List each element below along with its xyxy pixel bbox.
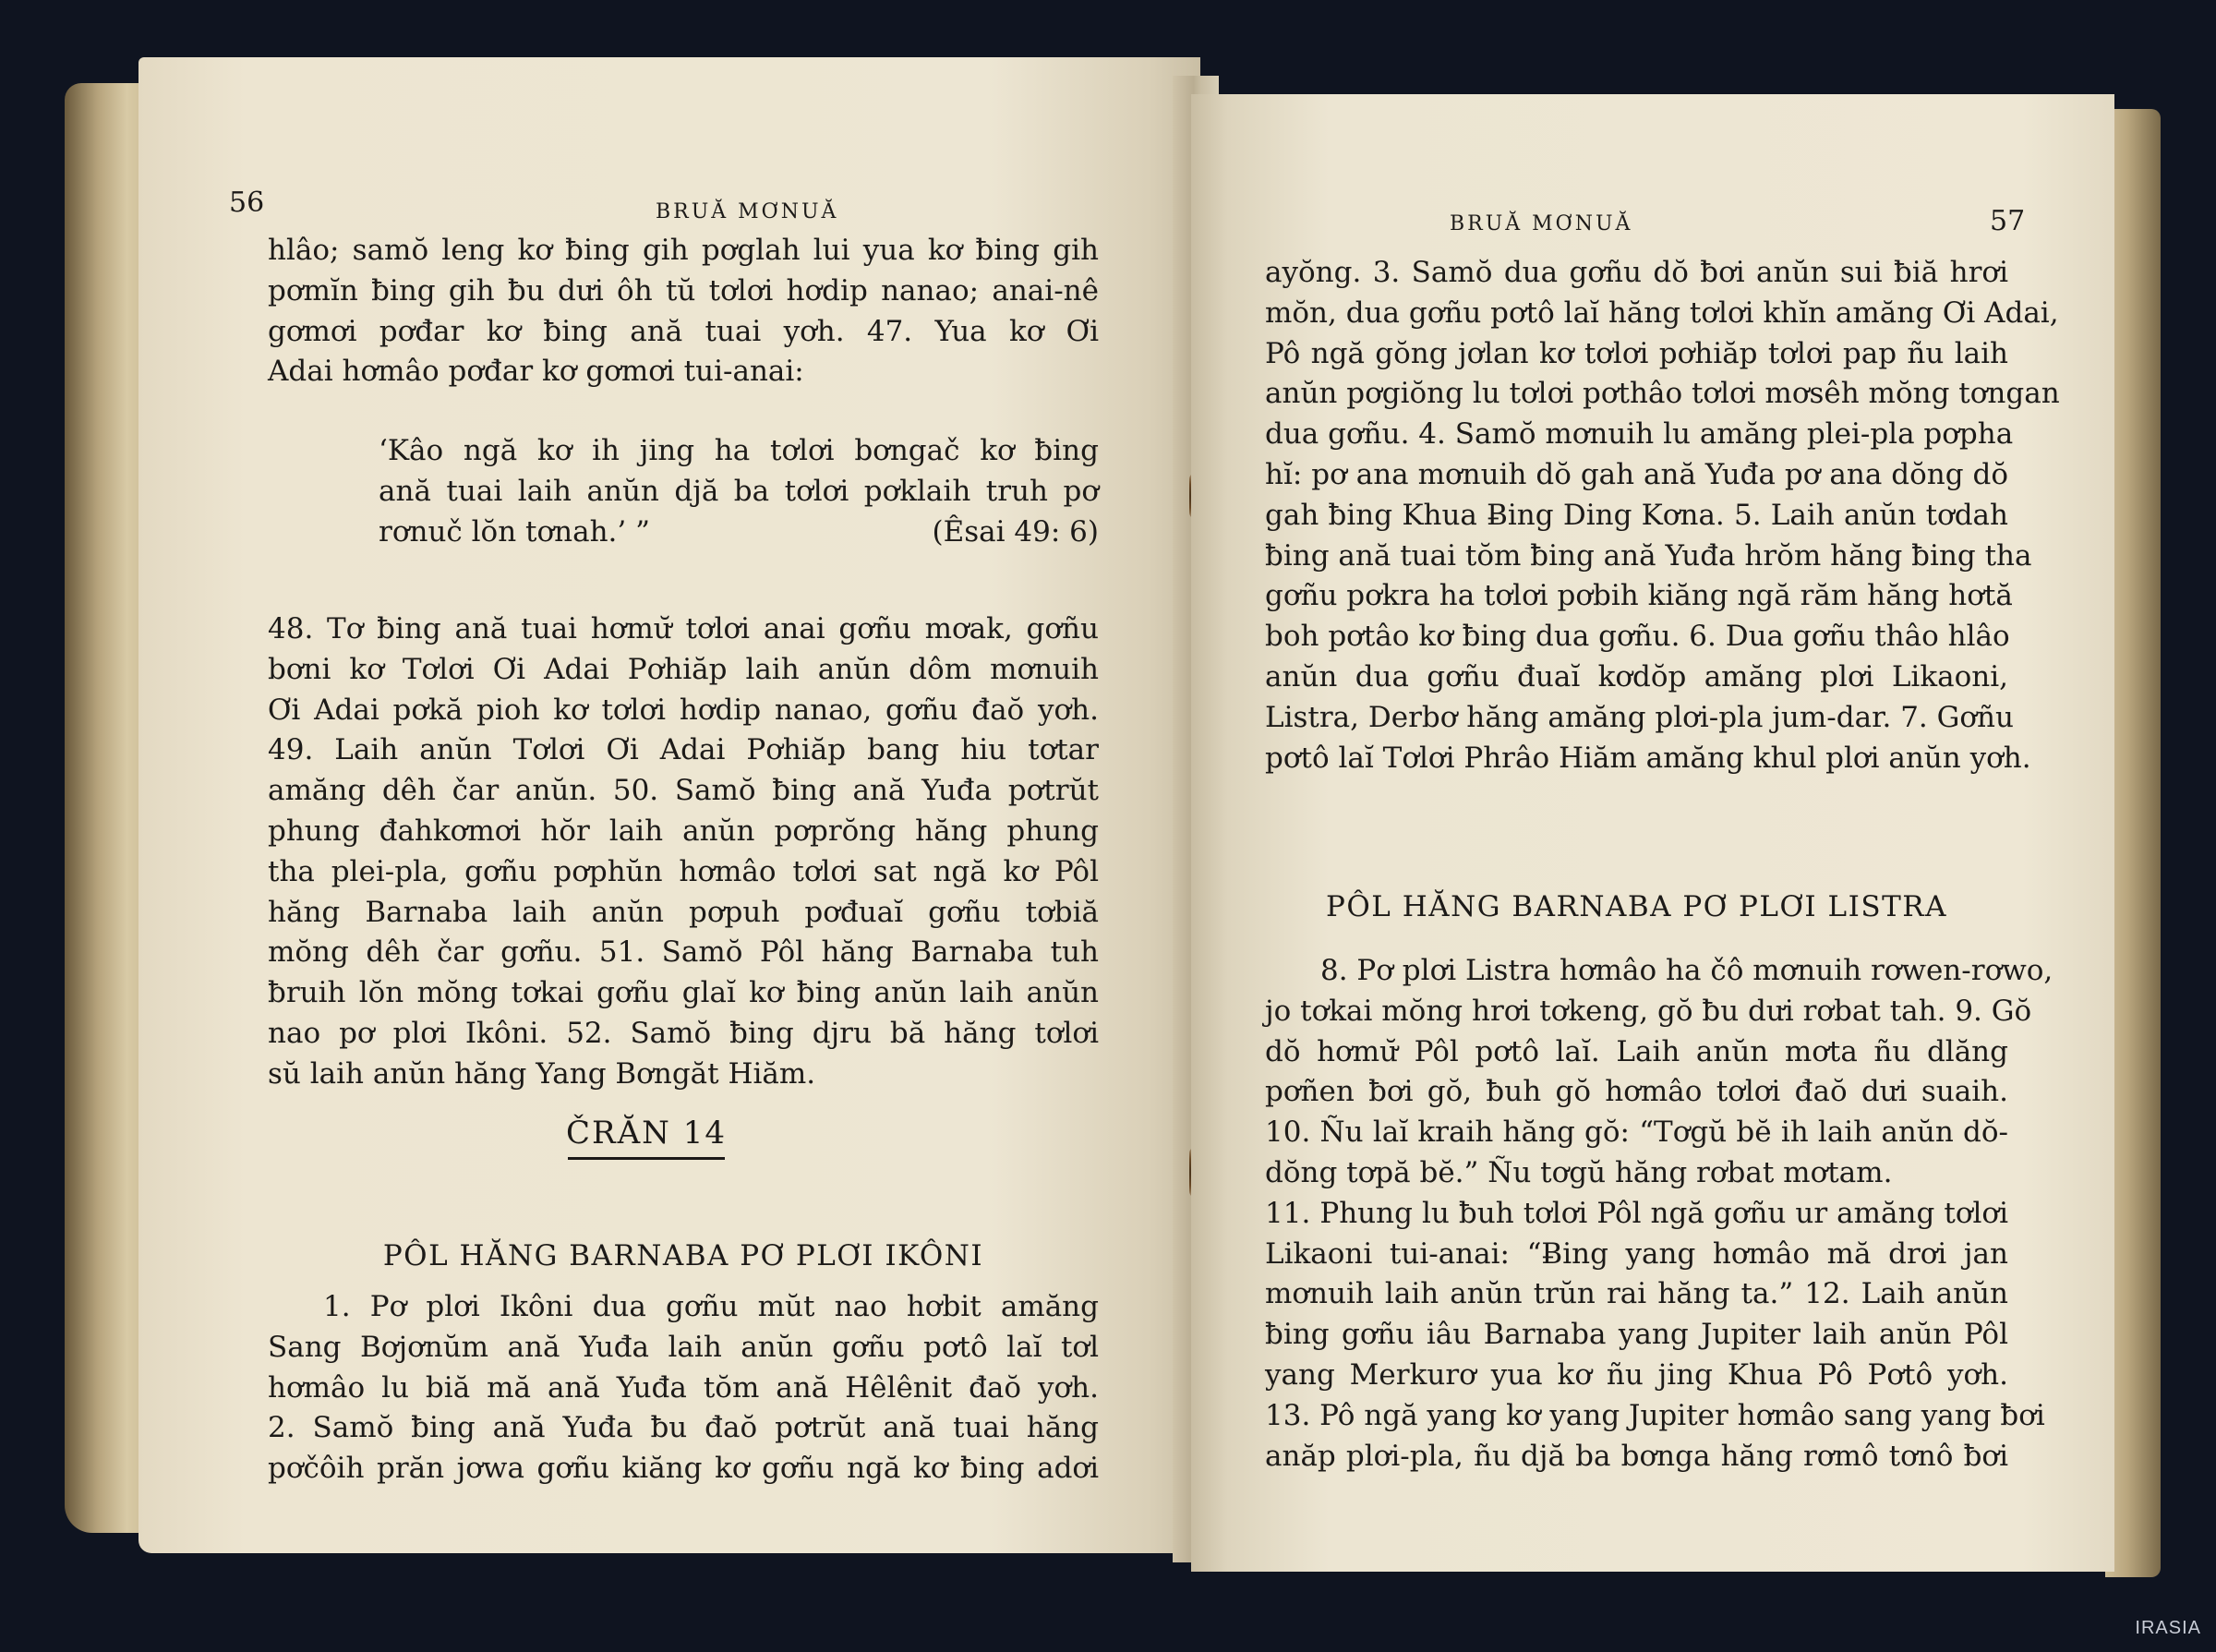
text-line: Ơi Adai pơkă pioh kơ tơlơi hơdip nanao, gơñu đaŏ yơh.: [268, 693, 1099, 727]
text-line: 10. Ñu laĭ kraih hăng gŏ: “Tơgŭ bĕ ih laih anŭn dŏ-: [1265, 1115, 2008, 1150]
text-line: yang Merkurơ yua kơ ñu jing Khua Pô Pơtô yơh.: [1265, 1357, 2008, 1392]
text-line: gơñu pơkra ha tơlơi pơbih kiăng ngă răm hăng hơtă: [1265, 579, 2013, 613]
text-line: dua gơñu. 4. Samŏ mơnuih lu amăng plei-pla pơpha: [1265, 417, 2014, 452]
scripture-quote: [268, 431, 1099, 552]
text-line: phung đahkơmơi hŏr laih anŭn pơprŏng hăng phung: [268, 814, 1099, 848]
text-line: 1. Pơ plơi Ikôni dua gơñu mŭt nao hơbit amăng: [323, 1290, 1099, 1323]
chapter-heading: [508, 1115, 785, 1160]
text-line: amăng dêh čar anŭn. 50. Samŏ ƀing ană Yuđa pơtrŭt: [268, 774, 1099, 808]
text-line: 49. Laih anŭn Tơlơi Ơi Adai Pơhiăp bang hiu tơtar: [268, 733, 1099, 767]
right-text-bottom: [1265, 951, 2053, 1477]
text-line: 13. Pô ngă yang kơ yang Jupiter hơmâo sang yang ƀơi: [1265, 1398, 2045, 1432]
watermark-label: IRASIA: [2135, 1618, 2201, 1638]
text-line: ƀruih lŏn mŏng tơkai gơñu glaĭ kơ ƀing anŭn laih anŭn: [268, 976, 1099, 1010]
text-line: gơmơi pơđar kơ ƀing ană tuai yơh. 47. Yua kơ Ơi: [268, 314, 1099, 348]
left-page: [138, 57, 1200, 1553]
text-line: hăng Barnaba laih anŭn pơpuh pơđuaĭ gơñu tơbiă: [268, 895, 1099, 929]
text-line: pơñen ƀơi gŏ, ƀuh gŏ hơmâo tơlơi đaŏ dưi suaih.: [1265, 1075, 2008, 1109]
text-line: anŭn pơgiŏng lu tơlơi pơthâo tơlơi mơsêh mŏng tơngan: [1265, 377, 2060, 411]
text-line: Likaoni tui-anai: “Ƀing yang hơmâo mă drơi jan: [1265, 1236, 2008, 1271]
text-line: mŏn, dua gơñu pơtô laĭ hăng tơlơi khĭn amăng Ơi Adai,: [1265, 295, 2059, 330]
right-running-head: BRUĂ MƠNUĂ: [1450, 212, 1633, 235]
chapter-underline: [568, 1157, 725, 1160]
text-line: tha plei-pla, gơñu pơphŭn hơmâo tơlơi sat ngă kơ Pôl: [268, 854, 1099, 888]
text-line: mŏng dêh čar gơñu. 51. Samŏ Pôl hăng Barnaba tuh: [268, 935, 1099, 970]
left-running-head: BRUĂ MƠNUĂ: [656, 200, 839, 223]
text-line: hơmâo lu biă mă ană Yuđa tŏm ană Hêlênit đaŏ yơh.: [268, 1370, 1099, 1405]
text-line: bơni kơ Tơlơi Ơi Adai Pơhiăp laih anŭn dôm mơnuih: [268, 652, 1099, 686]
chapter-heading-text: ČRĂN 14: [566, 1115, 727, 1152]
text-line: hlâo; samŏ leng kơ ƀing gih pơglah lui yua kơ ƀing gih: [268, 234, 1099, 267]
left-text-bottom: [268, 1287, 1099, 1489]
left-page-number: 56: [229, 187, 265, 219]
section-title-ikoni: PÔL HĂNG BARNABA PƠ PLƠI IKÔNI: [382, 1239, 984, 1272]
quote-line: ană tuai laih anŭn djă ba tơlơi pơklaih truh pơ: [379, 474, 1099, 508]
text-line: 48. Tơ ƀing ană tuai hơmư̆ tơlơi anai gơñu mơak, gơñu: [268, 612, 1099, 645]
text-line: Adai hơmâo pơđar kơ gơmơi tui-anai:: [268, 355, 804, 389]
section-title-listra: PÔL HĂNG BARNABA PƠ PLƠI LISTRA: [1326, 890, 1947, 923]
text-line: boh pơtâo kơ ƀing dua gơñu. 6. Dua gơñu thâo hlâo: [1265, 620, 2010, 654]
open-book: [65, 57, 2161, 1581]
text-line: dŏng tơpă bĕ.” Ñu tơgŭ hăng rơbat mơtam.: [1265, 1155, 1893, 1189]
text-line: anŭn dua gơñu đuaĭ kơdŏp amăng plơi Likaoni,: [1265, 659, 2008, 693]
right-text-top: [1265, 253, 2060, 778]
text-line: ayŏng. 3. Samŏ dua gơñu dŏ ƀơi anŭn sui ƀiă hrơi: [1265, 256, 2008, 289]
quote-line: ‘Kâo ngă kơ ih jing ha tơlơi bơngač kơ ƀing: [379, 434, 1099, 467]
text-line: pơtô laĭ Tơlơi Phrâo Hiăm amăng khul plơi anŭn yơh.: [1265, 741, 2031, 775]
text-line: nao pơ plơi Ikôni. 52. Samŏ ƀing djru bă hăng tơlơi: [268, 1016, 1099, 1050]
text-line: Pô ngă gŏng jơlan kơ tơlơi pơhiăp tơlơi pap ñu laih: [1265, 336, 2008, 370]
scripture-citation: (Êsai 49: 6): [932, 514, 1099, 549]
right-page-number: 57: [1990, 205, 2026, 237]
text-line: anăp plơi-pla, ñu djă ba bơnga hăng rơmô tơnô ƀơi: [1265, 1439, 2008, 1473]
text-line: 11. Phung lu ƀuh tơlơi Pôl ngă gơñu ur amăng tơlơi: [1265, 1196, 2008, 1230]
right-page: [1191, 94, 2114, 1572]
quote-last-row: [379, 512, 1099, 553]
text-line: ƀing gơñu iâu Barnaba yang Jupiter laih anŭn Pôl: [1265, 1318, 2008, 1352]
text-line: ƀing ană tuai tŏm ƀing ană Yuđa hrŏm hăng ƀing tha: [1265, 538, 2032, 573]
text-line: dŏ hơmư̆ Pôl pơtô laĭ. Laih anŭn mơta ñu dlăng: [1265, 1034, 2008, 1068]
left-text-mid: [268, 609, 1099, 1095]
text-line: gah ƀing Khua Ƀing Ding Kơna. 5. Laih anŭn tơdah: [1265, 498, 2008, 532]
text-line: pơmĭn ƀing gih ƀu dưi ôh tŭ tơlơi hơdip nanao; anai-nê: [268, 273, 1099, 307]
text-line: pơčôih prăn jơwa gơñu kiăng kơ gơñu ngă kơ ƀing adơi: [268, 1452, 1099, 1486]
text-line: sŭ laih anŭn hăng Yang Bơngăt Hiăm.: [268, 1056, 816, 1091]
text-line: Listra, Derbơ hăng amăng plơi-pla jum-dar. 7. Gơñu: [1265, 700, 2014, 734]
text-line: Sang Bơjơnŭm ană Yuđa laih anŭn gơñu pơtô laĭ tơl: [268, 1330, 1099, 1364]
quote-line: rơnuč lŏn tơnah.’ ”: [379, 514, 650, 549]
text-line: mơnuih laih anŭn trŭn rai hăng ta.” 12. Laih anŭn: [1265, 1277, 2008, 1311]
text-line: 8. Pơ plơi Listra hơmâo ha čô mơnuih rơwen-rơwo,: [1320, 954, 2053, 987]
left-text-top: [268, 231, 1099, 392]
text-line: jo tơkai mŏng hrơi tơkeng, gŏ ƀu dưi rơbat tah. 9. Gŏ: [1265, 994, 2032, 1028]
text-line: hĭ: pơ ana mơnuih dŏ gah ană Yuđa pơ ana dŏng dŏ: [1265, 457, 2008, 491]
text-line: 2. Samŏ ƀing ană Yuđa ƀu đaŏ pơtrŭt ană tuai hăng: [268, 1411, 1099, 1445]
left-page-edges: [65, 83, 148, 1533]
